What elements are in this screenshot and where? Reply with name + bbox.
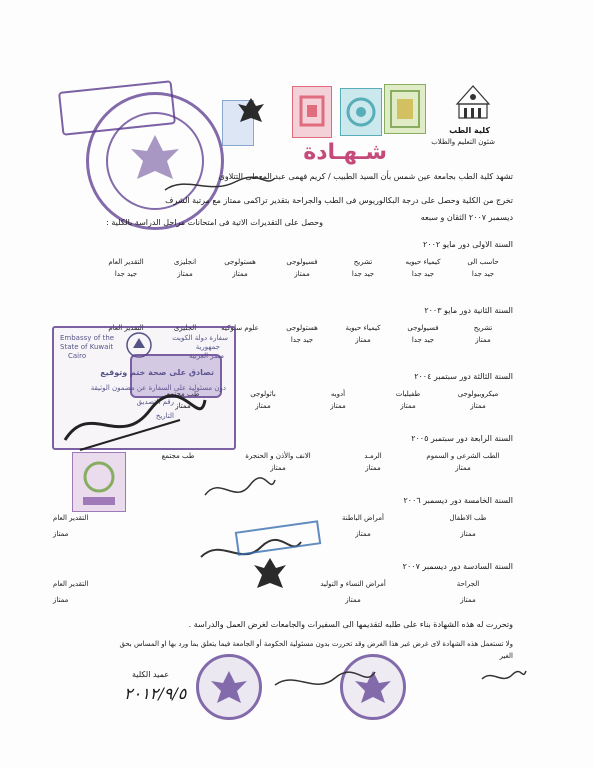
dean-label: عميد الكلية bbox=[132, 670, 169, 679]
grade: جيد جدا bbox=[411, 336, 435, 344]
eagle-emblem-icon bbox=[236, 96, 266, 130]
revenue-stamp-red bbox=[292, 86, 332, 138]
subject: كيمياء حيوية bbox=[345, 324, 381, 332]
footer-line-1: وتحررت له هذه الشهادة بناء على طلبه لتقديمها الى السفيرات والجامعات لغرض العمل والدراسة . bbox=[188, 620, 513, 629]
signature-scribble-1 bbox=[60, 380, 210, 460]
embassy-ar-line-1: سفارة دولة الكويت bbox=[172, 334, 228, 342]
handwritten-date: ٢٠١٢/٩/٥ bbox=[124, 684, 187, 703]
subject: التقدير العام bbox=[53, 580, 89, 588]
subject: أمراض الباطنة bbox=[342, 514, 384, 522]
subject: تشريح bbox=[473, 324, 493, 332]
grade: ممتاز bbox=[345, 596, 361, 604]
grade: ممتاز bbox=[330, 402, 346, 410]
grade: ممتاز bbox=[255, 402, 271, 410]
footer-line-3: الغير bbox=[499, 652, 513, 660]
subject: تشريح bbox=[353, 258, 373, 266]
intro-line-3: وحصل على التقديرات الاتية فى امتحانات مراحل الدراسة بالكلية : bbox=[106, 218, 323, 227]
attest-line-2: دون مسئولية على السفارة عن مضمون الوثيقة bbox=[90, 384, 226, 392]
grade: ممتاز bbox=[365, 464, 381, 472]
subject: حاسب الى bbox=[467, 258, 499, 266]
attest-line-3: رقم التصديق bbox=[136, 398, 174, 406]
year-2-title: السنة الثانية دور مايو ٢٠٠٣ bbox=[424, 306, 513, 315]
grade: ممتاز bbox=[175, 402, 191, 410]
grade: جيد جدا bbox=[471, 270, 495, 278]
grade: ممتاز bbox=[53, 596, 69, 604]
embassy-ar-line-3: مصر العربية bbox=[188, 352, 224, 360]
grade: جيد جدا bbox=[290, 336, 314, 344]
year-6-title: السنة السادسة دور ديسمبر ٢٠٠٧ bbox=[402, 562, 513, 571]
faculty-name: كلية الطب bbox=[449, 126, 490, 135]
year-5-title: السنة الخامسة دور ديسمبر ٢٠٠٦ bbox=[403, 496, 513, 505]
attest-line-4: التاريخ bbox=[155, 412, 174, 420]
grade: ممتاز bbox=[455, 464, 471, 472]
grade: ممتاز bbox=[475, 336, 491, 344]
subject: أدويه bbox=[330, 390, 346, 398]
subject: الجليزى bbox=[173, 324, 197, 332]
subject: طب مجتمع bbox=[161, 452, 195, 460]
subject: باثولوجى bbox=[250, 390, 276, 398]
embassy-en-line-1: Embassy of the bbox=[60, 334, 115, 342]
grade: جيد جدا bbox=[114, 270, 138, 278]
grade: ممتاز bbox=[460, 596, 476, 604]
grade: ممتاز bbox=[294, 270, 310, 278]
signature-scribble-2 bbox=[200, 470, 280, 510]
grade: ممتاز bbox=[53, 530, 69, 538]
embassy-en-line-3: Cairo bbox=[68, 352, 87, 360]
year-6-grades bbox=[53, 596, 513, 605]
year-4-title: السنة الرابعة دور سبتمبر ٢٠٠٥ bbox=[411, 434, 513, 443]
subject: فسيولوجى bbox=[407, 324, 439, 332]
subject: التقدير العام bbox=[53, 514, 89, 522]
subject: ميكروبيولوجى bbox=[457, 390, 499, 398]
subject: طب الاطفال bbox=[449, 514, 487, 522]
grade: ممتاز bbox=[470, 402, 486, 410]
year-5-subjects bbox=[53, 514, 513, 523]
grade: ممتاز bbox=[355, 530, 371, 538]
subject: الانف والأذن و الحنجرة bbox=[245, 452, 311, 460]
subject: الطب الشرعى و السموم bbox=[426, 452, 500, 460]
intro-date: ديسمبر ٢٠٠٧ الثقان و سبعه bbox=[420, 213, 513, 222]
intro-line-2: تخرج من الكلية وحصل على درجة البكالوريوس فى الطب والجراحة بتقدير تراكمى ممتاز مع مرتبة الشرف bbox=[165, 196, 513, 205]
dean-round-stamp bbox=[196, 654, 262, 720]
grade: ممتاز bbox=[177, 270, 193, 278]
revenue-stamp-purple bbox=[72, 452, 126, 512]
certificate-title: شـهـادة bbox=[303, 140, 387, 165]
subject: هستولوجى bbox=[286, 324, 318, 332]
subject: كيمياء حيويه bbox=[405, 258, 441, 266]
subject: طب مجتمع bbox=[166, 390, 200, 398]
subject: التقدير العام bbox=[108, 258, 144, 266]
signature-scribble-6 bbox=[478, 665, 528, 689]
university-logo-icon bbox=[455, 82, 491, 122]
grade: جيد جدا bbox=[411, 270, 435, 278]
eagle-emblem-icon bbox=[250, 555, 290, 595]
subject: الرمـد bbox=[364, 452, 382, 460]
footer-line-2: ولا تستعمل هذه الشهادة لاى غرض غير هذا الغرض وقد تحررت بدون مسئولية الحكومة أو الجامعة فيما يتعلق بما ورد بها او المساس بحق bbox=[119, 640, 513, 648]
subject: هستولوجى bbox=[224, 258, 256, 266]
subject: الجراحة bbox=[456, 580, 480, 588]
department-name: شئون التعليم والطلاب bbox=[431, 138, 495, 146]
subject: أمراض النساء و التوليد bbox=[320, 580, 386, 588]
grade: ممتاز bbox=[355, 336, 371, 344]
subject: فسيولوجى bbox=[286, 258, 318, 266]
embassy-ar-line-2: جمهورية bbox=[195, 343, 220, 351]
year-1-subjects bbox=[83, 258, 513, 267]
year-1-grades bbox=[83, 270, 513, 279]
revenue-stamp-green bbox=[384, 84, 426, 134]
revenue-stamp-teal bbox=[340, 88, 382, 136]
intro-line-1: تشهد كلية الطب بجامعة عين شمس بأن السيد الطبيب / كريم فهمى عبد المعطى التتلاوى bbox=[218, 172, 513, 181]
embassy-en-line-2: State of Kuwait bbox=[60, 343, 114, 351]
grade: ممتاز bbox=[460, 530, 476, 538]
attest-line-1: تصادق على صحة ختم وتوقيع bbox=[100, 368, 214, 377]
signature-scribble-4 bbox=[160, 170, 280, 200]
grade: ممتاز bbox=[400, 402, 416, 410]
year-3-title: السنة الثالثة دور سبتمبر ٢٠٠٤ bbox=[414, 372, 513, 381]
signature-scribble-5 bbox=[270, 660, 380, 700]
grade: ممتاز bbox=[232, 270, 248, 278]
year-4-grades bbox=[113, 464, 513, 473]
subject: علوم سلوكيه bbox=[221, 324, 259, 332]
subject: انجليزى bbox=[173, 258, 197, 266]
grade: جيد جدا bbox=[351, 270, 375, 278]
year-1-title: السنة الاولى دور مايو ٢٠٠٢ bbox=[423, 240, 513, 249]
grade: ممتاز bbox=[270, 464, 286, 472]
subject: طفيليات bbox=[395, 390, 421, 398]
subject: التقدير العام bbox=[108, 324, 144, 332]
